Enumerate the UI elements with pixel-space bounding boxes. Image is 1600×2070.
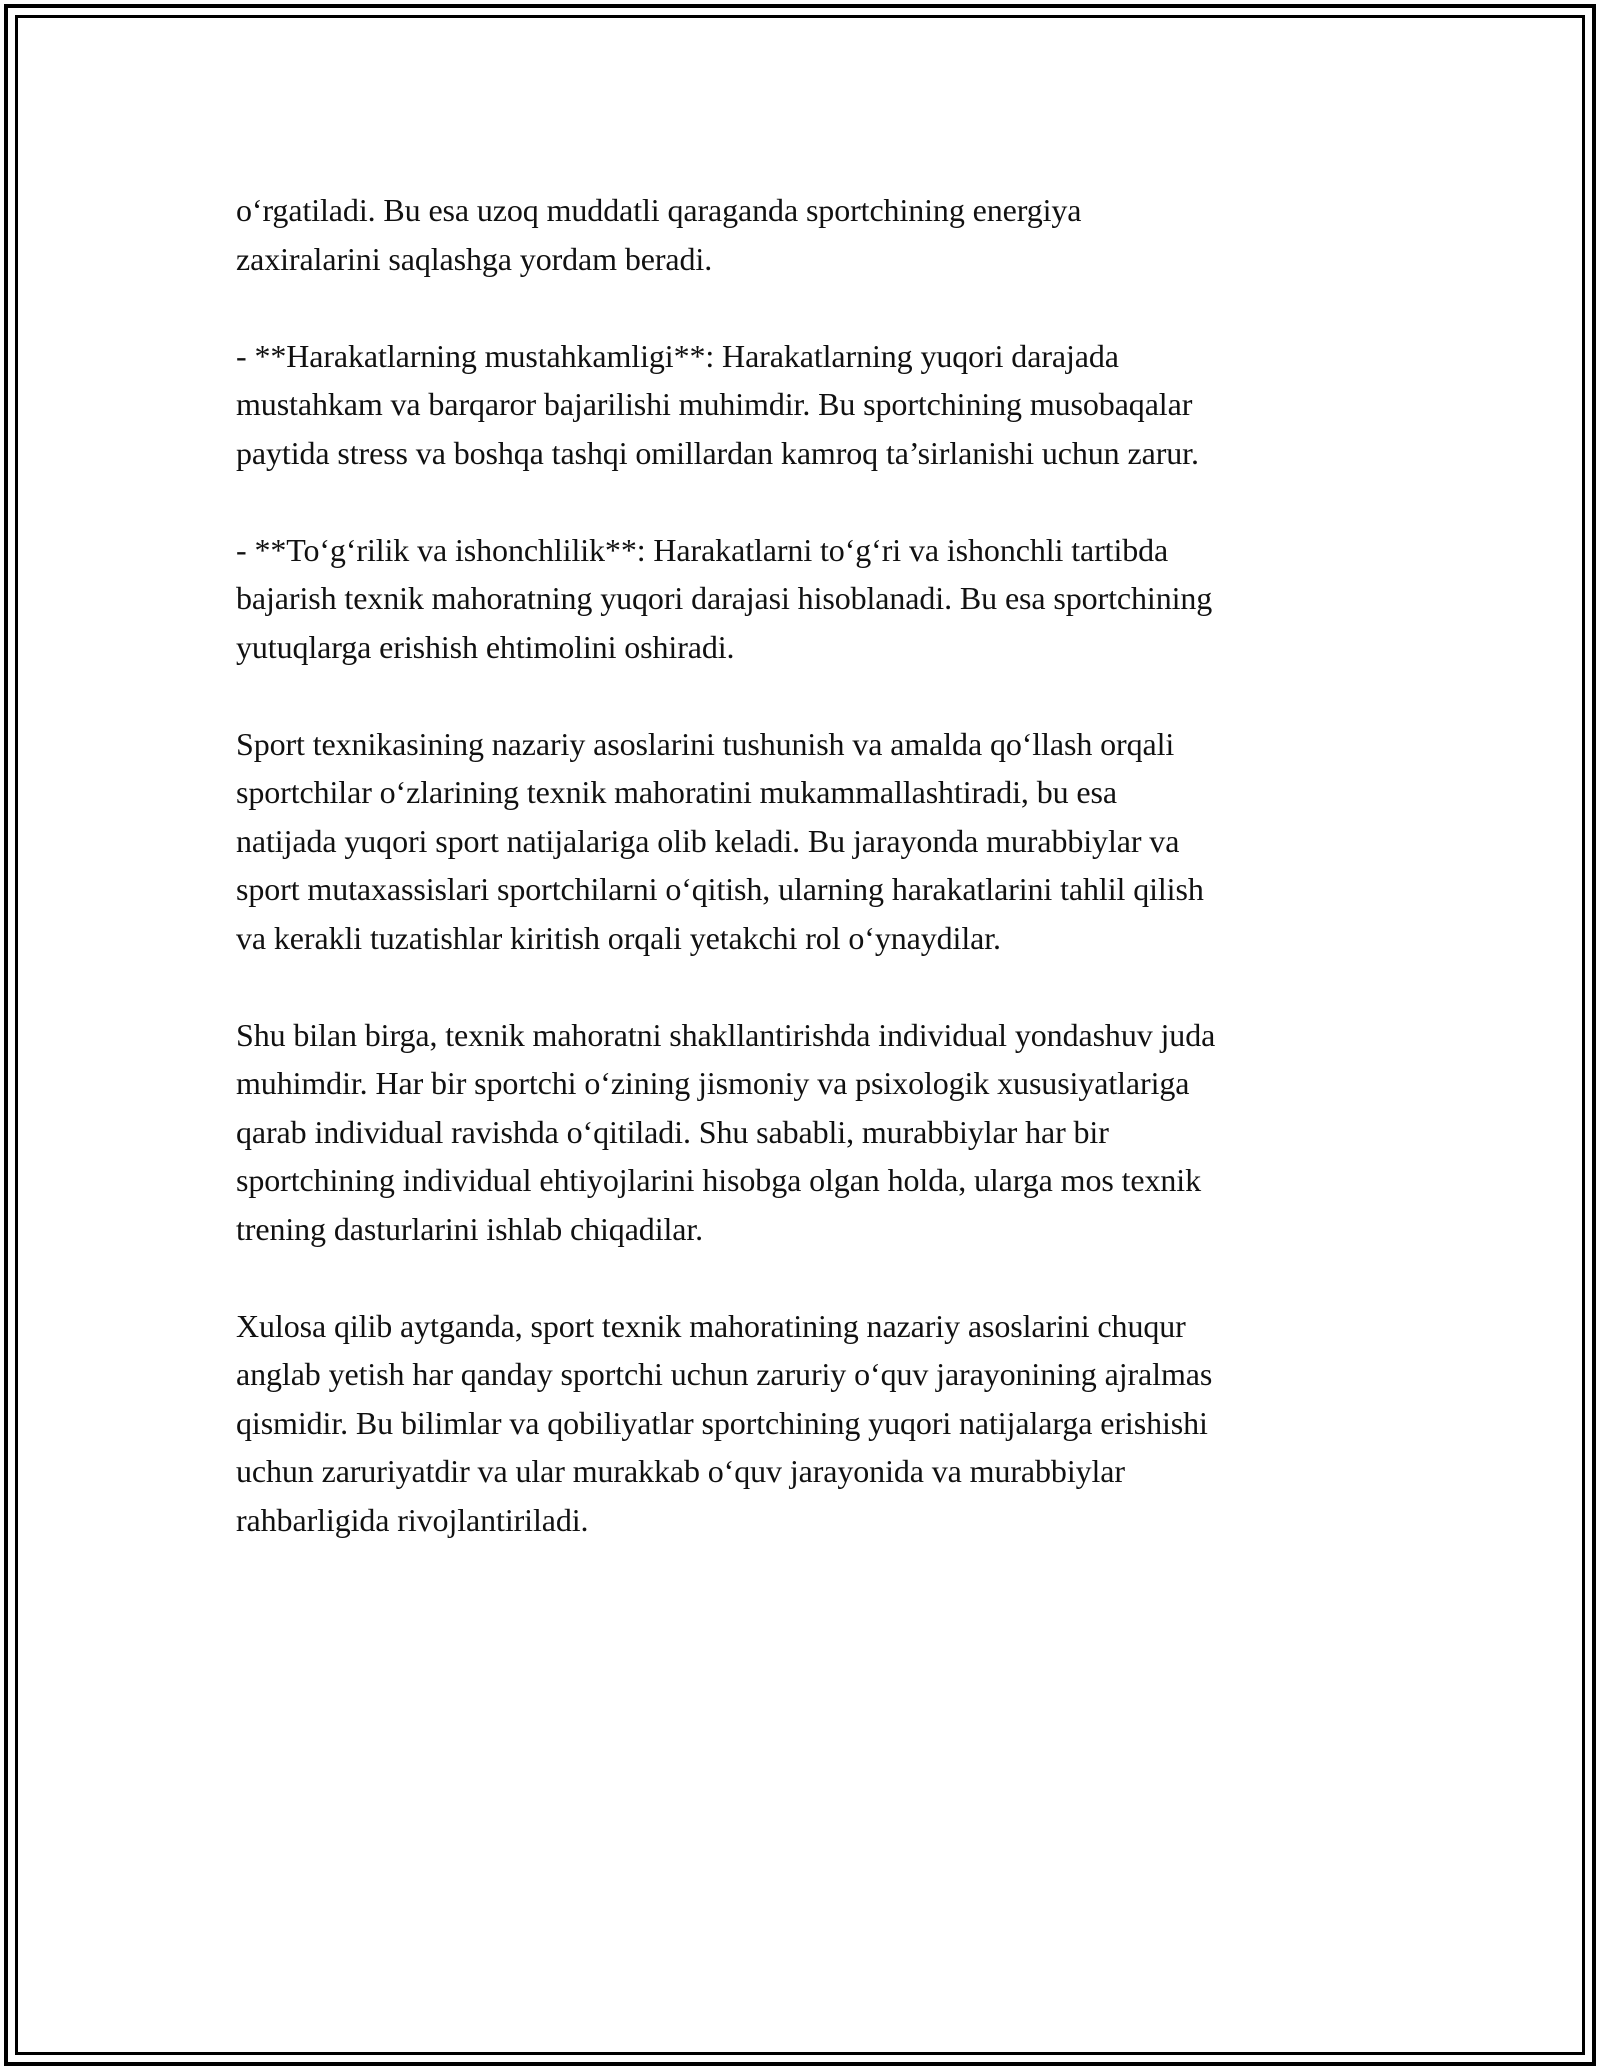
paragraph-continuation: o‘rgatiladi. Bu esa uzoq muddatli qaraganda sportchining energiya zaxiralarini saqlashga yordam beradi. [236,192,1082,277]
paragraph-individual-yondashuv: Shu bilan birga, texnik mahoratni shakllantirishda individual yondashuv juda muhimdir. Har bir sportchi o‘zining jismoniy va psixologik xususiyatlariga qarab individual ravishda o‘qitiladi. Shu sababli, murabbiylar har bir sportchining individual ehtiyojlarini hisobga olgan holda, ularga mos texnik trening dasturlarini ishlab chiqadilar. [236,1016,1216,1247]
paragraph-nazariy-asoslar: Sport texnikasining nazariy asoslarini tushunish va amalda qo‘llash orqali sportchilar o‘zlarining texnik mahoratini mukammallashtiradi, bu esa natijada yuqori sport natijalariga olib keladi. Bu jarayonda murabbiylar va sport mutaxassislari sportchilarni o‘qitish, ularning harakatlarini tahlil qilish va kerakli tuzatishlar kiritish orqali yetakchi rol o‘ynaydilar. [236,725,1204,956]
paragraph-xulosa: Xulosa qilib aytganda, sport texnik mahoratining nazariy asoslarini chuqur anglab yetish har qanday sportchi uchun zaruriy o‘quv jarayonining ajralmas qismidir. Bu bilimlar va qobiliyatlar sportchining yuqori natijalarga erishishi uchun zaruriyatdir va ular murakkab o‘quv jarayonida va murabbiylar rahbarligida rivojlantiriladi. [236,1307,1213,1538]
document-body [236,186,1386,1593]
paragraph-togrilik-va-ishonchlilik: - **To‘g‘rilik va ishonchlilik**: Harakatlarni to‘g‘ri va ishonchli tartibda bajarish texnik mahoratning yuqori darajasi hisoblanadi. Bu esa sportchining yutuqlarga erishish ehtimolini oshiradi. [236,531,1213,665]
paragraph-harakatlarning-mustahkamligi: - **Harakatlarning mustahkamligi**: Harakatlarning yuqori darajada mustahkam va barqaror bajarilishi muhimdir. Bu sportchining musobaqalar paytida stress va boshqa tashqi omillardan kamroq ta’sirlanishi uchun zarur. [236,337,1199,471]
